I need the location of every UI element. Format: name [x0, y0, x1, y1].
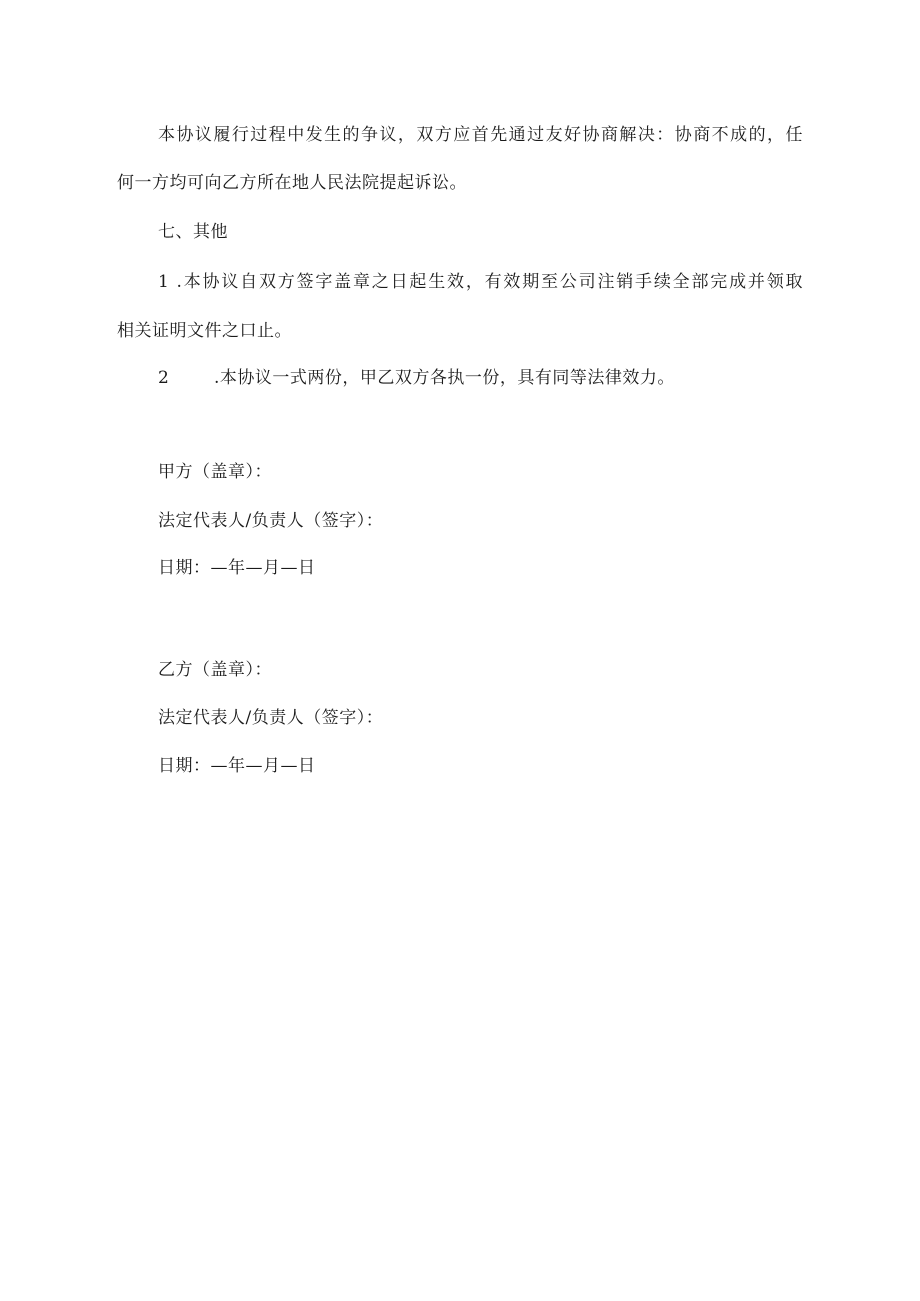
clause-2-line	[158, 367, 675, 389]
party-a-seal-label: 甲方（盖章）：	[158, 462, 272, 482]
party-b-representative-label: 法定代表人/负责人（签字）：	[158, 708, 384, 728]
party-a-date-label: 日期：—年—月—日	[158, 558, 316, 578]
party-a-representative-label: 法定代表人/负责人（签字）：	[158, 511, 384, 531]
clause-1-line-2: 相关证明文件之口止。	[117, 321, 292, 341]
clause-1-text: .本协议自双方签字盖章之日起生效，有效期至公司注销手续全部完成并领取	[169, 272, 803, 292]
clause-1-line-1	[158, 271, 803, 293]
dispute-paragraph-line-1: 本协议履行过程中发生的争议，双方应首先通过友好协商解决：协商不成的，任	[158, 125, 803, 145]
party-b-seal-label: 乙方（盖章）：	[158, 660, 272, 680]
party-b-date-label: 日期：—年—月—日	[158, 756, 316, 776]
clause-2-text: .本协议一式两份，甲乙双方各执一份，具有同等法律效力。	[214, 368, 675, 388]
dispute-paragraph-line-2: 何一方均可向乙方所在地人民法院提起诉讼。	[117, 173, 467, 193]
section-7-heading: 七、其他	[158, 222, 228, 242]
clause-1-number: 1	[158, 272, 170, 292]
clause-2-number: 2	[158, 368, 170, 388]
